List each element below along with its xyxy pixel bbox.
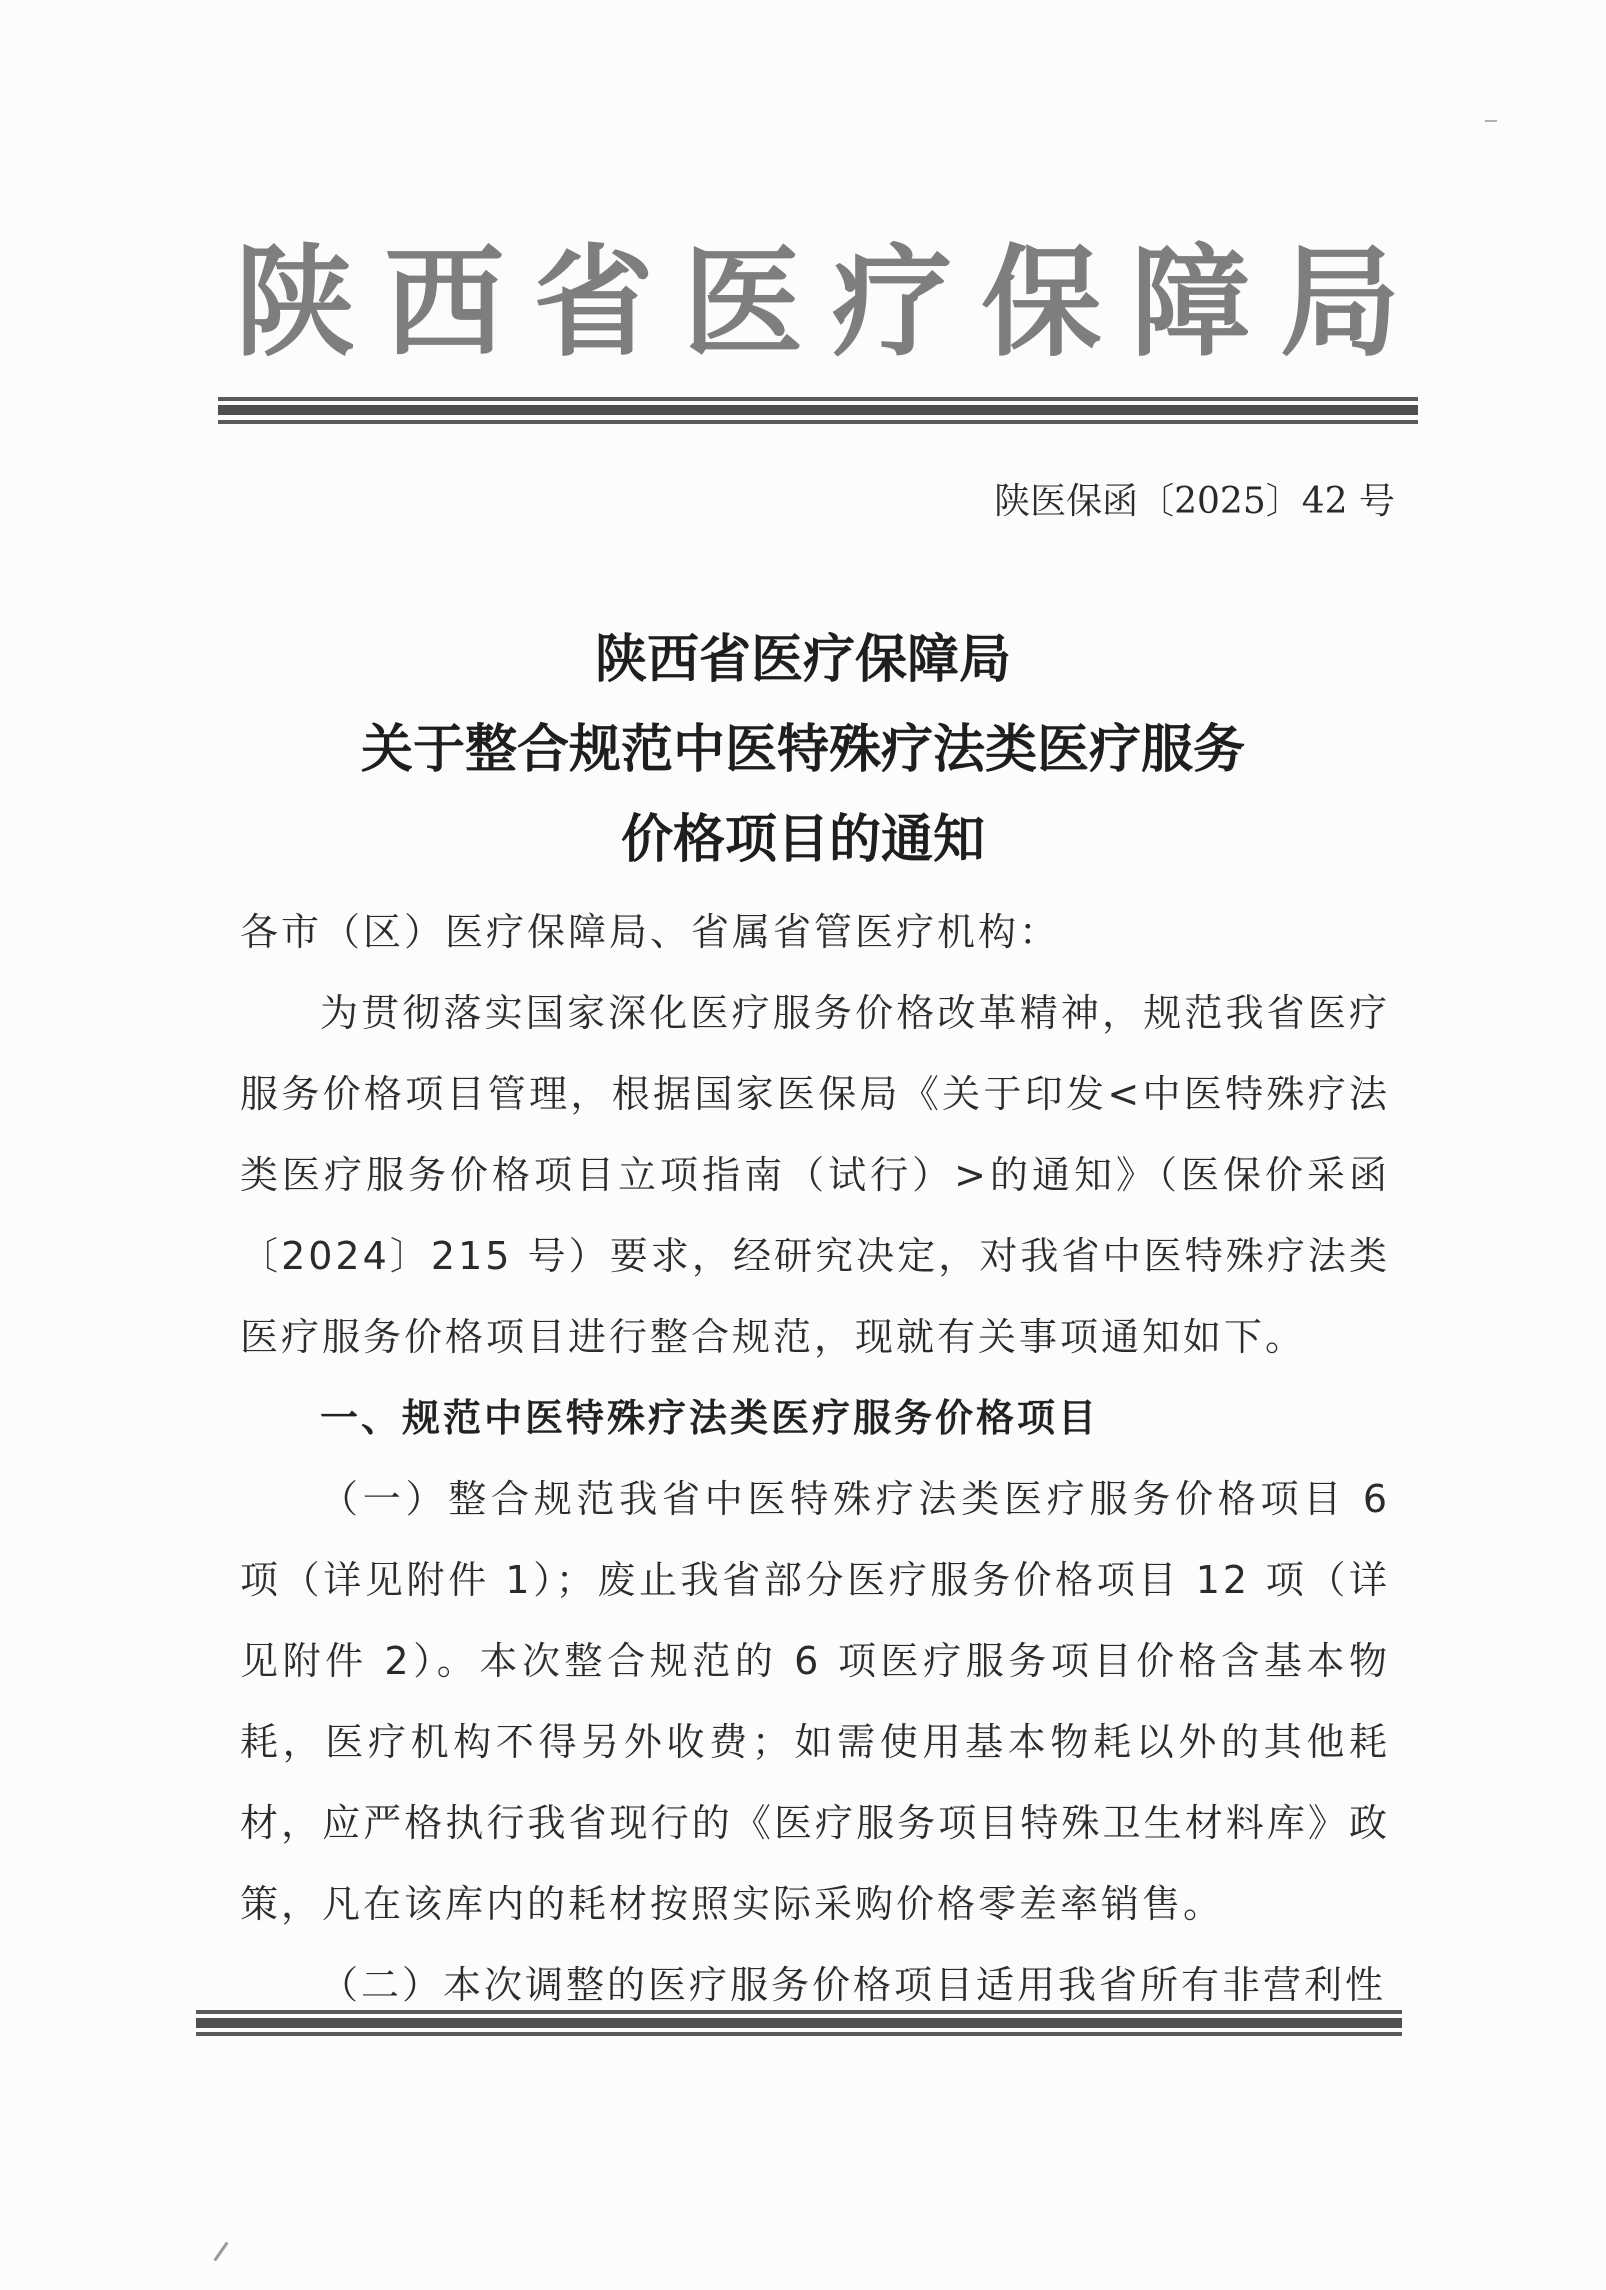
title-line-3: 价格项目的通知 bbox=[620, 809, 985, 870]
footer-rule-thin bbox=[196, 2010, 1402, 2014]
letterhead-title bbox=[235, 228, 1400, 378]
letterhead-char: 保 bbox=[981, 232, 1102, 373]
document-title bbox=[0, 615, 1606, 885]
header-rule-thin-lower bbox=[218, 420, 1418, 424]
letterhead-char: 省 bbox=[533, 232, 654, 373]
scan-mark bbox=[213, 2242, 228, 2262]
document-body bbox=[240, 892, 1390, 2026]
footer-rule-thick bbox=[196, 2018, 1402, 2028]
letterhead-char: 障 bbox=[1130, 232, 1251, 373]
scan-speck bbox=[1485, 120, 1497, 122]
item-2-paragraph: （二）本次调整的医疗服务价格项目适用我省所有非营利性 bbox=[320, 1963, 1387, 2007]
letterhead-char: 疗 bbox=[832, 232, 953, 373]
document-number: 陕医保函〔2025〕42 号 bbox=[994, 481, 1395, 522]
section-heading-1: 一、规范中医特殊疗法类医疗服务价格项目 bbox=[320, 1396, 1100, 1440]
footer-rule-thin-lower bbox=[196, 2032, 1402, 2036]
letterhead-char: 陕 bbox=[235, 232, 355, 373]
letterhead-char: 医 bbox=[682, 232, 803, 373]
letterhead-char: 局 bbox=[1279, 232, 1400, 373]
title-line-2: 关于整合规范中医特殊疗法类医疗服务 bbox=[360, 719, 1245, 780]
title-line-1: 陕西省医疗保障局 bbox=[594, 629, 1011, 690]
intro-paragraph: 为贯彻落实国家深化医疗服务价格改革精神，规范我省医疗服务价格项目管理，根据国家医保局《关于印发<中医特殊疗法类医疗服务价格项目立项指南（试行）>的通知》（医保价采函〔2024〕215 号）要求，经研究决定，对我省中医特殊疗法类医疗服务价格项目进行整合规范，现就有关事项通知如下。 bbox=[240, 991, 1390, 1359]
salutation: 各市（区）医疗保障局、省属省管医疗机构： bbox=[240, 910, 1061, 954]
header-rule-thin bbox=[218, 397, 1418, 401]
letterhead-char: 西 bbox=[384, 232, 505, 373]
item-1-paragraph: （一）整合规范我省中医特殊疗法类医疗服务价格项目 6 项（详见附件 1）；废止我省部分医疗服务价格项目 12 项（详见附件 2）。本次整合规范的 6 项医疗服务项目价格含基本物耗，医疗机构不得另外收费；如需使用基本物耗以外的其他耗材，应严格执行我省现行的《医疗服务项目特殊卫生材料库》政策，凡在该库内的耗材按照实际采购价格零差率销售。 bbox=[240, 1477, 1390, 1926]
header-rule-thick bbox=[218, 405, 1418, 415]
